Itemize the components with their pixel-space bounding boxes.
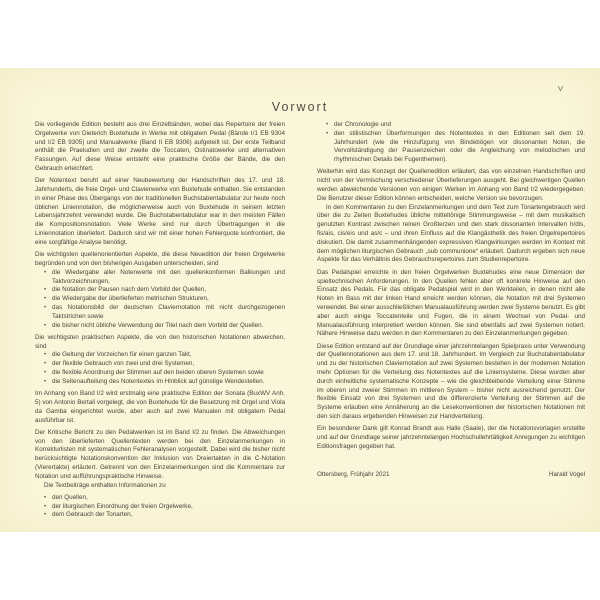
list-item xyxy=(35,378,285,387)
right-column xyxy=(317,121,585,524)
list-item xyxy=(35,295,285,304)
left-column xyxy=(35,121,285,524)
paragraph-textbeitraege-intro: Die Textbeiträge enthalten Informationen zu xyxy=(44,481,166,489)
paragraph-pedalspiel: Das Pedalspiel erreichte in den freien Orgelwerken Buxtehudes eine neue Dimension der spieltechnischen Anforderungen. In den Quellen fehlen aber oft konkrete Hinweise auf den Einsatz des Pedals. Für das obligate Pedalspiel wird in den Werkteilen, in denen nicht alle Noten im Bass mit der linken Hand erreicht werden können, die Notation mit drei Systemen verwendet. Bei einer ausschließlichen Manualausführung werden zwei Systeme benutzt. Es gibt aber auch einige Toccatenteile und Fugen, die in einem Wechsel von Pedal- und Manualausführung interpretiert werden können. Sie sind ebenfalls auf zwei Systemen notiert. Nähere Hinweise dazu werden in den Kommentaren zu den Einzelanmerkungen gegeben. xyxy=(317,268,585,338)
paragraph-kritischer-bericht: Der Kritische Bericht zu den Pedalwerken ist im Band I/2 zu finden. Die Abweichungen von den überlieferten Quellentexten werden bei den Einzelanmerkungen in Korrekturlisten mit systematischen Fehleranalysen vorgestellt. Dabei wird die bisher nicht berücksichtigte Notationskonvention der Inklusion von Dreiertakten in die C-Notation (Vierertakte) erläutert. Getrennt von den Einzelanmerkungen sind die Kommentare zur Notation und aufführungspraktische Hinweise. xyxy=(35,428,285,480)
page-title: Vorwort xyxy=(271,100,329,114)
list-item xyxy=(35,304,285,322)
list-item-text: das Notationsbild der deutschen Claviernotation mit nicht durchgezogenen Taktstrichen sowie xyxy=(52,303,285,320)
paragraph-quellenedition: Weiterhin wird das Konzept der Quellenedition erläutert, das von einzelnen Handschriften und nicht von der Vermischung verschiedener Überlieferungen ausgeht. Bei gleichwertigen Quellen werden abweichende Versionen von einigen Werken im Anhang von Band I/2 wiedergegeben. Die Benutzer dieser Edition können entscheiden, welche Version sie bevorzugen. xyxy=(317,168,585,202)
list-item-text: die Wiedergabe aller Notenwerte mit den quellenkonformen Balkungen und Taktvorzeichnungen, xyxy=(52,268,285,285)
paragraph-spielpraxis: Diese Edition entstand auf der Grundlage einer jahrzehntelangen Spielpraxis unter Verwendung der Quellennotationen aus dem 17. und 18. Jahrhundert. Im Vergleich zur Buchstabentabulatur und zu der historischen Claviernotation auf zwei Systemen bestehen in der modernen Notation mehr Optionen für die Verteilung des Notentextes auf die Liniensysteme. Diese wurden aber durch einheitliche systematische Konzepte – wie die gleichbleibende Verteilung einer Stimme im oberen und zweier Stimmen im mittleren System – bisher nicht ausreichend genutzt. Der flexible Einsatz von drei Systemen und die differenzierte Verteilung der Stimmen auf die Systeme erlauben eine Annäherung an die Lesekonventionen der historischen Notationen mit den sich daraus ergebenden Hinweisen zur Handverteilung. xyxy=(317,342,585,420)
list-item-text: die flexible Anordnung der Stimmen auf den beiden oberen Systemen sowie xyxy=(52,369,264,377)
paragraph-stimmungsweise: In den Kommentaren zu den Einzelanmerkungen und dem Text zum Tonartengebrauch wird über die zu Zeiten Buxtehudes übliche mitteltönige Stimmungsweise – mit dem musikalisch genutzten Kontrast zwischen reinen Großterzen und den stark dissonanten Intervallen h/dis, fis/ais, cis/eis und as/c – und ihren Einfluss auf die Klangästhetik des freien Orgelrepertoires diskutiert. Die damit zusammenhängenden expressiven Klangwirkungen werden im Kontext mit dem möglichen liturgischen Gebrauch „sub communione“ erläutert. Dadurch ergeben sich neue Aspekte für das Verhältnis des Gebrauchsrepertoires zum Studienrepertoire. xyxy=(317,203,585,264)
list-item xyxy=(35,369,285,378)
bullet-icon: • xyxy=(44,286,47,294)
book-page xyxy=(0,68,600,532)
list-item-text: dem Gebrauch der Tonarten, xyxy=(52,511,133,519)
list-item-text: die Geltung der Vorzeichen für einen ganzen Takt, xyxy=(52,351,192,359)
list-item xyxy=(35,503,285,512)
bullet-list-textbeitraege xyxy=(35,494,285,520)
text-columns xyxy=(35,121,585,524)
list-item xyxy=(35,286,285,295)
page-number: V xyxy=(557,84,563,93)
list-item-text: den Quellen, xyxy=(52,493,88,501)
bullet-icon: • xyxy=(44,295,47,303)
list-item-text: den stilistischen Überformungen des Notentextes in den Editionen seit dem 19. Jahrhundert (wie die Hinzufügung von Bindebögen vor dissonanten Noten, die Vervollständigung der Pausenzeichen oder die Angleichung von melodischen und rhythmischen Details bei Fugenthemen). xyxy=(334,129,585,164)
author-name: Harald Vogel xyxy=(548,470,585,478)
bullet-icon: • xyxy=(326,121,329,128)
list-item-text: die Wiedergabe der überlieferten metrischen Strukturen, xyxy=(52,295,209,303)
paragraph-notentext-sources: Der Notentext beruht auf einer Neubewertung der Handschriften des 17. und 18. Jahrhunderts, die freie Orgel- und Clavierwerke von Buxtehude enthalten. Sie entstanden in einer Phase des Übergangs von der traditionellen Buchstabentabulatur zur heute noch üblichen Liniennotation, die möglicherweise auch von Buxtehude in seinem letzten Lebensjahrzehnt verwendet wurde. Die Buchstabentabulatur war in den meisten Fällen die Kompositionsnotation. Viele Werke sind nur durch Übertragungen in die Liniennotation überliefert. Dadurch sind wir mit einer hohen Fehlerquote konfrontiert, die eine sorgfältige Analyse benötigt. xyxy=(35,177,285,246)
list-item xyxy=(35,322,285,331)
list-item xyxy=(35,511,285,520)
bullet-icon: • xyxy=(44,351,47,359)
list-item xyxy=(35,360,285,369)
list-item xyxy=(35,269,285,287)
place-date: Ottersberg, Frühjahr 2021 xyxy=(317,470,390,478)
bullet-icon: • xyxy=(44,303,47,311)
bullet-icon: • xyxy=(44,268,47,276)
bullet-icon: • xyxy=(326,129,329,137)
list-item xyxy=(317,130,585,165)
list-item xyxy=(35,351,285,360)
bullet-icon: • xyxy=(44,493,47,501)
colophon xyxy=(317,471,585,480)
bullet-icon: • xyxy=(44,511,47,519)
list-item-text: der Chronologie und xyxy=(334,121,392,128)
list-item xyxy=(317,121,585,130)
bullet-icon: • xyxy=(44,369,47,377)
paragraph-source-aspects-intro: Die wichtigsten quellenorientierten Aspekte, die diese Neuedition der freien Orgelwerke begründen und von den bisherigen Ausgaben unterscheiden, sind xyxy=(35,251,285,267)
paragraph-edition-volumes: Die vorliegende Edition besteht aus drei Einzelbänden, wobei das Repertoire der freien Orgelwerke von Dieterich Buxtehude in Werke mit obligatem Pedal (Bände I/1 EB 9304 und I/2 EB 9305) und Manualwerke (Band II EB 9306) aufgeteilt ist. Der erste Teilband enthält die Praeludien und der zweite die Toccaten, Ostinatowerke und alternativen Fassungen. Auf diese Weise entsteht eine praktische Größe der Bände, die den Gebrauch erleichtert. xyxy=(35,121,285,172)
bullet-icon: • xyxy=(44,321,47,329)
bullet-icon: • xyxy=(44,377,47,385)
paragraph-sonata-bertali: Im Anhang von Band I/2 wird erstmalig eine praktische Edition der Sonata (BuxWV Anh. 5) von Antonio Bertali vorgelegt, die von Buxtehude für die Besetzung mit Orgel und Viola da Gamba eingerichtet wurde, aber auch auf zwei Manualen mit obligatem Pedal ausführbar ist. xyxy=(35,390,285,424)
list-item xyxy=(35,494,285,503)
list-item-text: die Notation der Pausen nach dem Vorbild der Quellen, xyxy=(52,286,207,294)
bullet-list-source-aspects xyxy=(35,269,285,331)
bullet-list-practical-aspects xyxy=(35,351,285,386)
list-item-text: die Seitenaufteilung des Notentextes im Hinblick auf günstige Wendestellen. xyxy=(52,377,265,385)
bullet-list-textbeitraege-continued xyxy=(317,121,585,165)
list-item-text: der liturgischen Einordnung der freien Orgelwerke, xyxy=(52,502,193,510)
paragraph-practical-aspects-intro: Die wichtigsten praktischen Aspekte, die von den historischen Notationen abweichen, sind xyxy=(35,333,285,350)
list-item-text: die bisher nicht übliche Verwendung der Titel nach dem Vorbild der Quellen. xyxy=(52,321,264,329)
list-item-text: der flexible Gebrauch von zwei und drei Systemen, xyxy=(52,360,195,368)
paragraph-danksagung: Ein besonderer Dank gilt Konrad Brandt aus Halle (Saale), der die Notationsvorlagen erstellte und auf der Grundlage seiner jahrzehntelangen Hochschullehrtätigkeit Anregungen zu wichtigen Editionsfragen gegeben hat. xyxy=(317,425,585,450)
bullet-icon: • xyxy=(44,502,47,510)
bullet-icon: • xyxy=(44,360,47,368)
